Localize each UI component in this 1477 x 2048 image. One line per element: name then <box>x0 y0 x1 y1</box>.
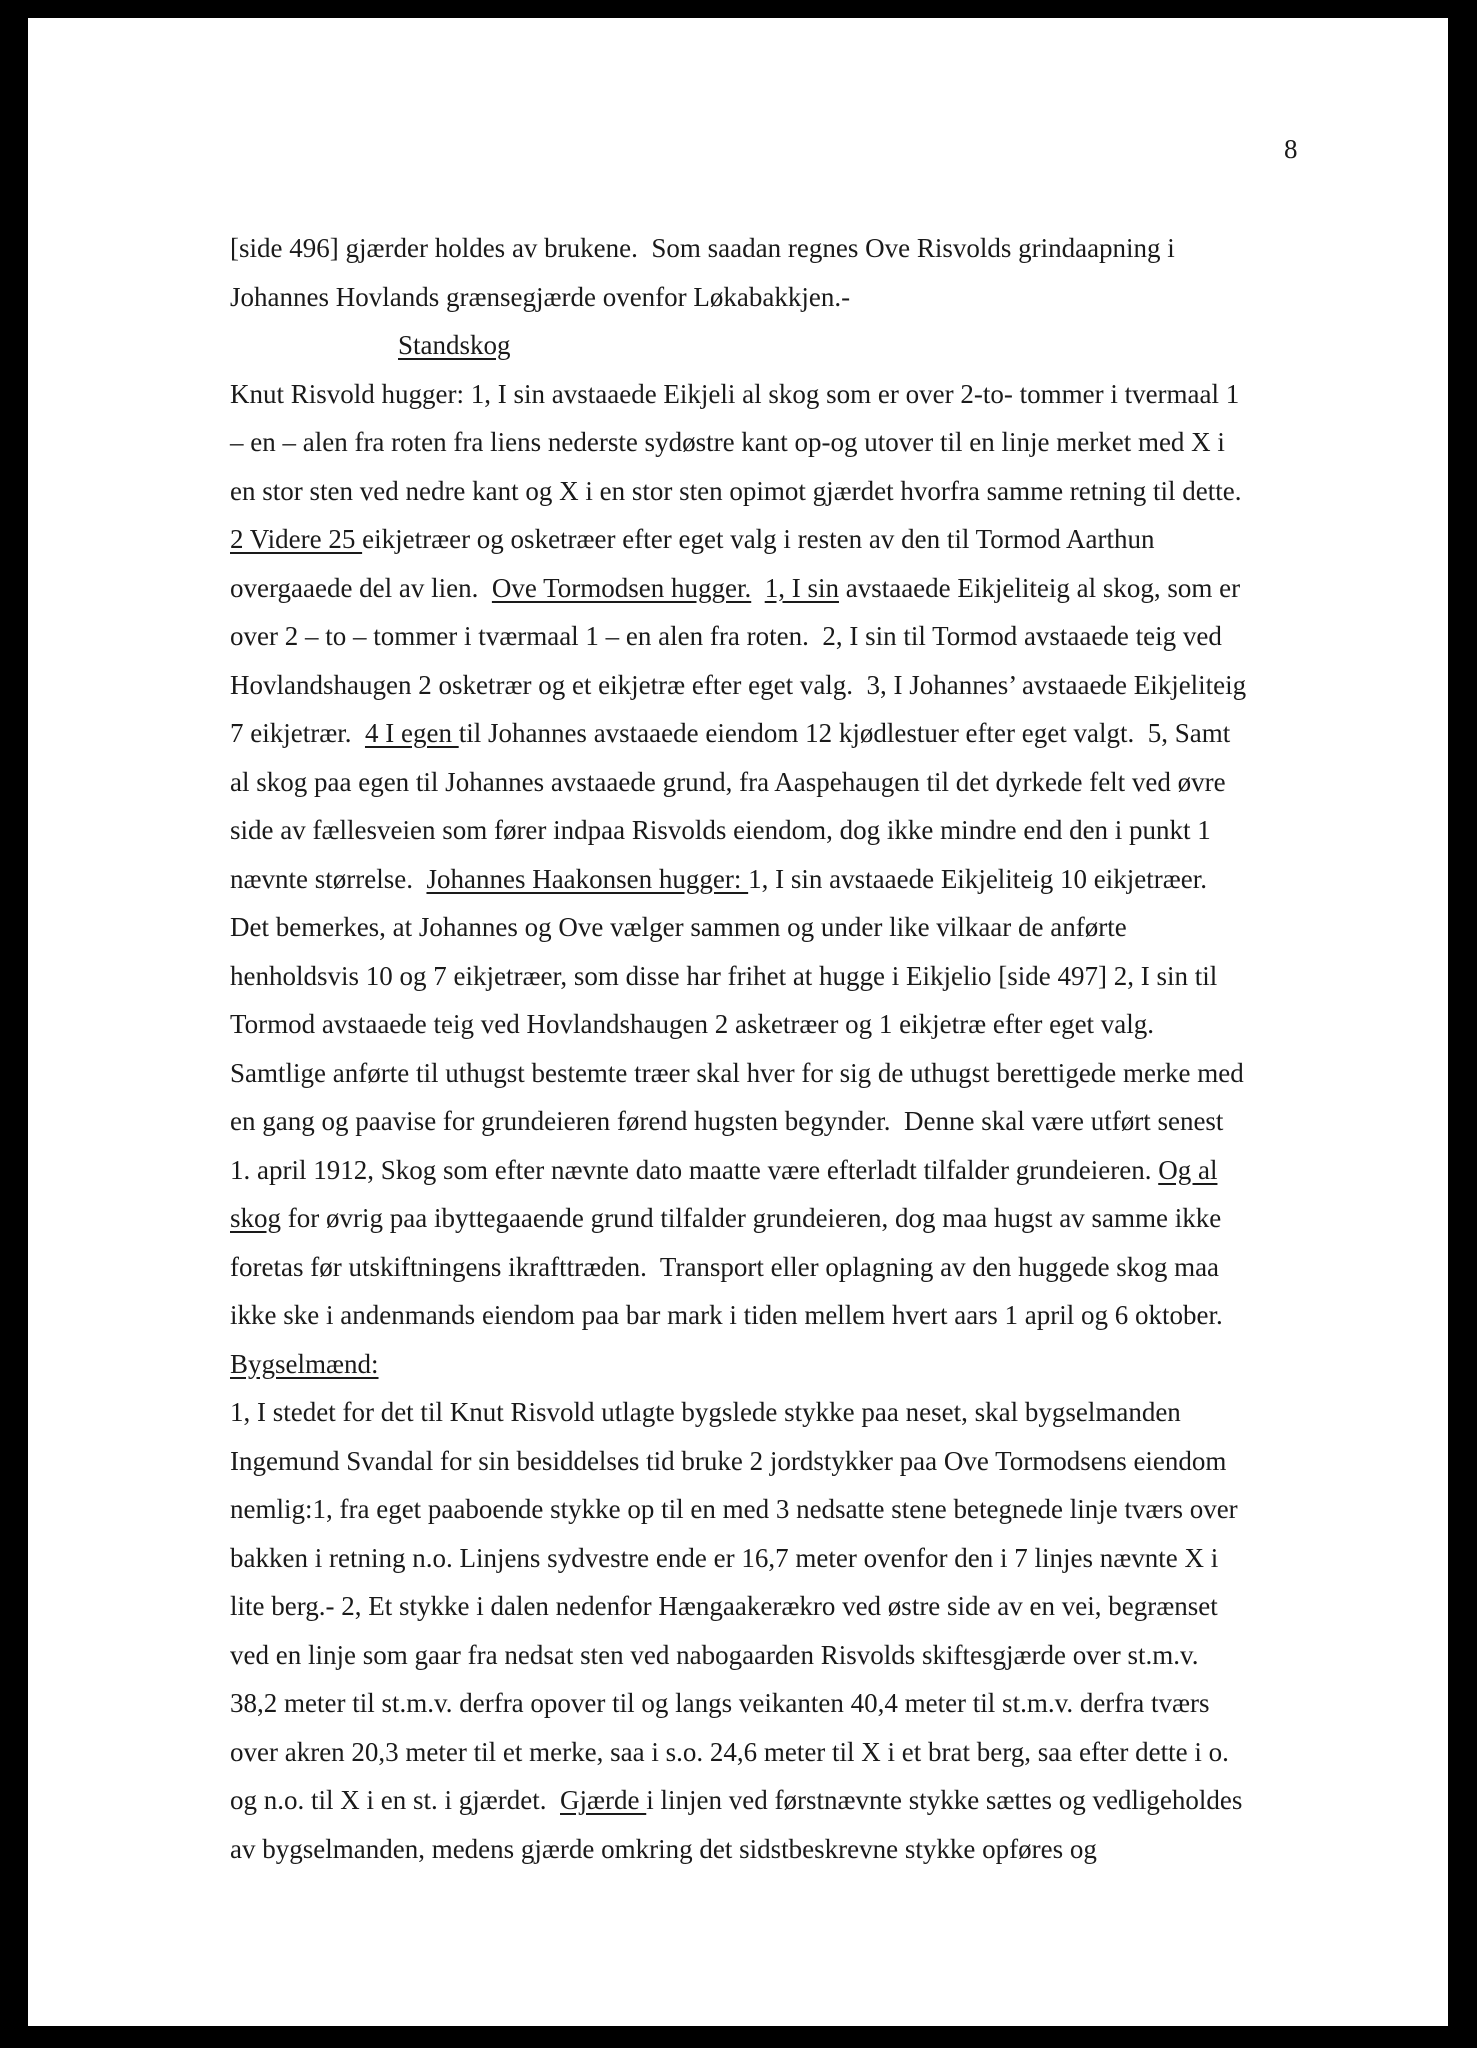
text-line <box>230 758 1330 807</box>
text-line <box>230 418 1330 467</box>
text-line <box>230 1146 1330 1195</box>
text-line <box>230 1825 1330 1874</box>
underlined-text: 1, I sin <box>764 572 839 603</box>
text-run: side av fællesveien som fører indpaa Risvolds eiendom, dog ikke mindre end den i punkt 1 <box>230 815 1211 845</box>
text-run: bakken i retning n.o. Linjens sydvestre ende er 16,7 meter ovenfor den i 7 linjes nævnte X i <box>230 1542 1219 1573</box>
text-run <box>751 573 765 603</box>
text-run: 1, I sin avstaaede Eikjeliteig 10 eikjetræer. <box>748 863 1207 894</box>
underlined-text: Johannes Haakonsen hugger: <box>426 863 749 894</box>
text-line <box>230 467 1330 516</box>
text-run: ved en linje som gaar fra nedsat sten ved nabogaarden Risvolds skiftesgjærde over st.m.v. <box>230 1639 1199 1670</box>
text-run: Hovlandshaugen 2 osketrær og et eikjetræ efter eget valg. 3, I Johannes’ avstaaede Eikjeliteig <box>230 669 1247 700</box>
text-run: henholdsvis 10 og 7 eikjetræer, som disse har frihet at hugge i Eikjelio [side 497] 2, I sin til <box>230 960 1218 991</box>
text-line <box>230 952 1330 1001</box>
text-run: 7 eikjetrær. <box>230 718 365 748</box>
document-page <box>28 18 1448 2026</box>
text-run: Knut Risvold hugger: 1, I sin avstaaede Eikjeli al skog som er over 2-to- tommer i tvermaal 1 <box>230 378 1240 409</box>
text-line <box>230 1388 1330 1437</box>
text-run: foretas før utskiftningens ikrafttræden. Transport eller oplagning av den huggede skog maa <box>230 1251 1220 1282</box>
text-line <box>230 1000 1330 1049</box>
underlined-text: Gjærde <box>560 1785 647 1815</box>
text-line <box>230 1097 1330 1146</box>
text-run: 1, I stedet for det til Knut Risvold utlagte bygslede stykke paa neset, skal bygselmanden <box>230 1397 1181 1427</box>
text-line <box>230 1243 1330 1292</box>
text-line <box>230 661 1330 710</box>
underlined-text: Og al <box>1158 1154 1218 1185</box>
text-run: til Johannes avstaaede eiendom 12 kjødlestuer efter eget valgt. 5, Samt <box>458 718 1231 748</box>
underlined-text: Ove Tormodsen hugger. <box>491 572 752 603</box>
text-line <box>230 1534 1330 1583</box>
text-line <box>230 1631 1330 1680</box>
text-run: Det bemerkes, at Johannes og Ove vælger sammen og under like vilkaar de anførte <box>230 912 1127 942</box>
text-line <box>230 564 1330 613</box>
text-line <box>230 515 1330 564</box>
text-line <box>230 806 1330 855</box>
text-run: Ingemund Svandal for sin besiddelses tid bruke 2 jordstykker paa Ove Tormodsens eiendom <box>230 1445 1227 1476</box>
text-run: avstaaede Eikjeliteig al skog, som er <box>838 572 1241 603</box>
text-run: al skog paa egen til Johannes avstaaede grund, fra Aaspehaugen til det dyrkede felt ved øvre <box>230 766 1226 797</box>
text-run: over 2 – to – tommer i tværmaal 1 – en alen fra roten. 2, I sin til Tormod avstaaede teig ved <box>230 621 1222 651</box>
text-line <box>230 1582 1330 1631</box>
text-line <box>230 1485 1330 1534</box>
text-line <box>230 903 1330 952</box>
underlined-text: Standskog <box>398 330 511 360</box>
text-run: i linjen ved førstnævnte stykke sættes og vedligeholdes <box>646 1785 1243 1815</box>
text-line <box>230 370 1330 419</box>
text-line <box>230 1437 1330 1486</box>
text-run: eikjetræer og osketræer efter eget valg i resten av den til Tormod Aarthun <box>362 524 1155 554</box>
text-run: 38,2 meter til st.m.v. derfra opover til og langs veikanten 40,4 meter til st.m.v. derfra tværs <box>230 1688 1210 1718</box>
text-run: – en – alen fra roten fra liens nederste sydøstre kant op-og utover til en linje merket med X i <box>230 427 1225 457</box>
document-body <box>230 224 1330 1873</box>
text-line <box>230 1679 1330 1728</box>
section-heading <box>230 321 1330 370</box>
text-run: 1. april 1912, Skog som efter nævnte dato maatte være efterladt tilfalder grundeieren. <box>230 1154 1159 1185</box>
text-run: en gang og paavise for grundeieren førend hugsten begynder. Denne skal være utført senest <box>230 1106 1224 1136</box>
text-run: Johannes Hovlands grænsegjærde ovenfor Løkabakkjen.- <box>230 281 851 312</box>
text-run: nemlig:1, fra eget paaboende stykke op til en med 3 nedsatte stene betegnede linje tværs over <box>230 1494 1238 1524</box>
text-run: Tormod avstaaede teig ved Hovlandshaugen 2 asketræer og 1 eikjetræ efter eget valg. <box>230 1009 1155 1039</box>
text-line <box>230 1340 1330 1389</box>
text-run: overgaaede del av lien. <box>230 572 492 603</box>
text-run: Samtlige anførte til uthugst bestemte træer skal hver for sig de uthugst berettigede merke med <box>230 1057 1244 1088</box>
text-run: ikke ske i andenmands eiendom paa bar mark i tiden mellem hvert aars 1 april og 6 oktober. <box>230 1300 1223 1330</box>
text-line <box>230 1776 1330 1825</box>
underlined-text: Bygselmænd: <box>230 1348 379 1379</box>
text-run: en stor sten ved nedre kant og X i en stor sten opimot gjærdet hvorfra samme retning til dette. <box>230 475 1242 506</box>
text-line <box>230 612 1330 661</box>
text-run: og n.o. til X i en st. i gjærdet. <box>230 1785 560 1815</box>
underlined-text: 4 I egen <box>364 718 459 748</box>
underlined-text: skog <box>230 1203 282 1233</box>
text-run: over akren 20,3 meter til et merke, saa i s.o. 24,6 meter til X i et brat berg, saa efter dette i o. <box>230 1736 1229 1767</box>
underlined-text: 2 Videre 25 <box>230 524 363 554</box>
text-line <box>230 1728 1330 1777</box>
text-run: nævnte størrelse. <box>230 863 427 894</box>
text-line <box>230 709 1330 758</box>
text-line <box>230 224 1330 273</box>
text-run: av bygselmanden, medens gjærde omkring det sidstbeskrevne stykke opføres og <box>230 1833 1097 1864</box>
text-line <box>230 855 1330 904</box>
text-line <box>230 1291 1330 1340</box>
text-run: lite berg.- 2, Et stykke i dalen nedenfor Hængaakerækro ved østre side av en vei, begrænset <box>230 1591 1218 1621</box>
text-line <box>230 1194 1330 1243</box>
text-line <box>230 273 1330 322</box>
text-run: for øvrig paa ibyttegaaende grund tilfalder grundeieren, dog maa hugst av samme ikke <box>281 1203 1222 1233</box>
text-run: [side 496] gjærder holdes av brukene. Som saadan regnes Ove Risvolds grindaapning i <box>230 233 1175 263</box>
page-number: 8 <box>1284 134 1298 164</box>
text-line <box>230 1049 1330 1098</box>
